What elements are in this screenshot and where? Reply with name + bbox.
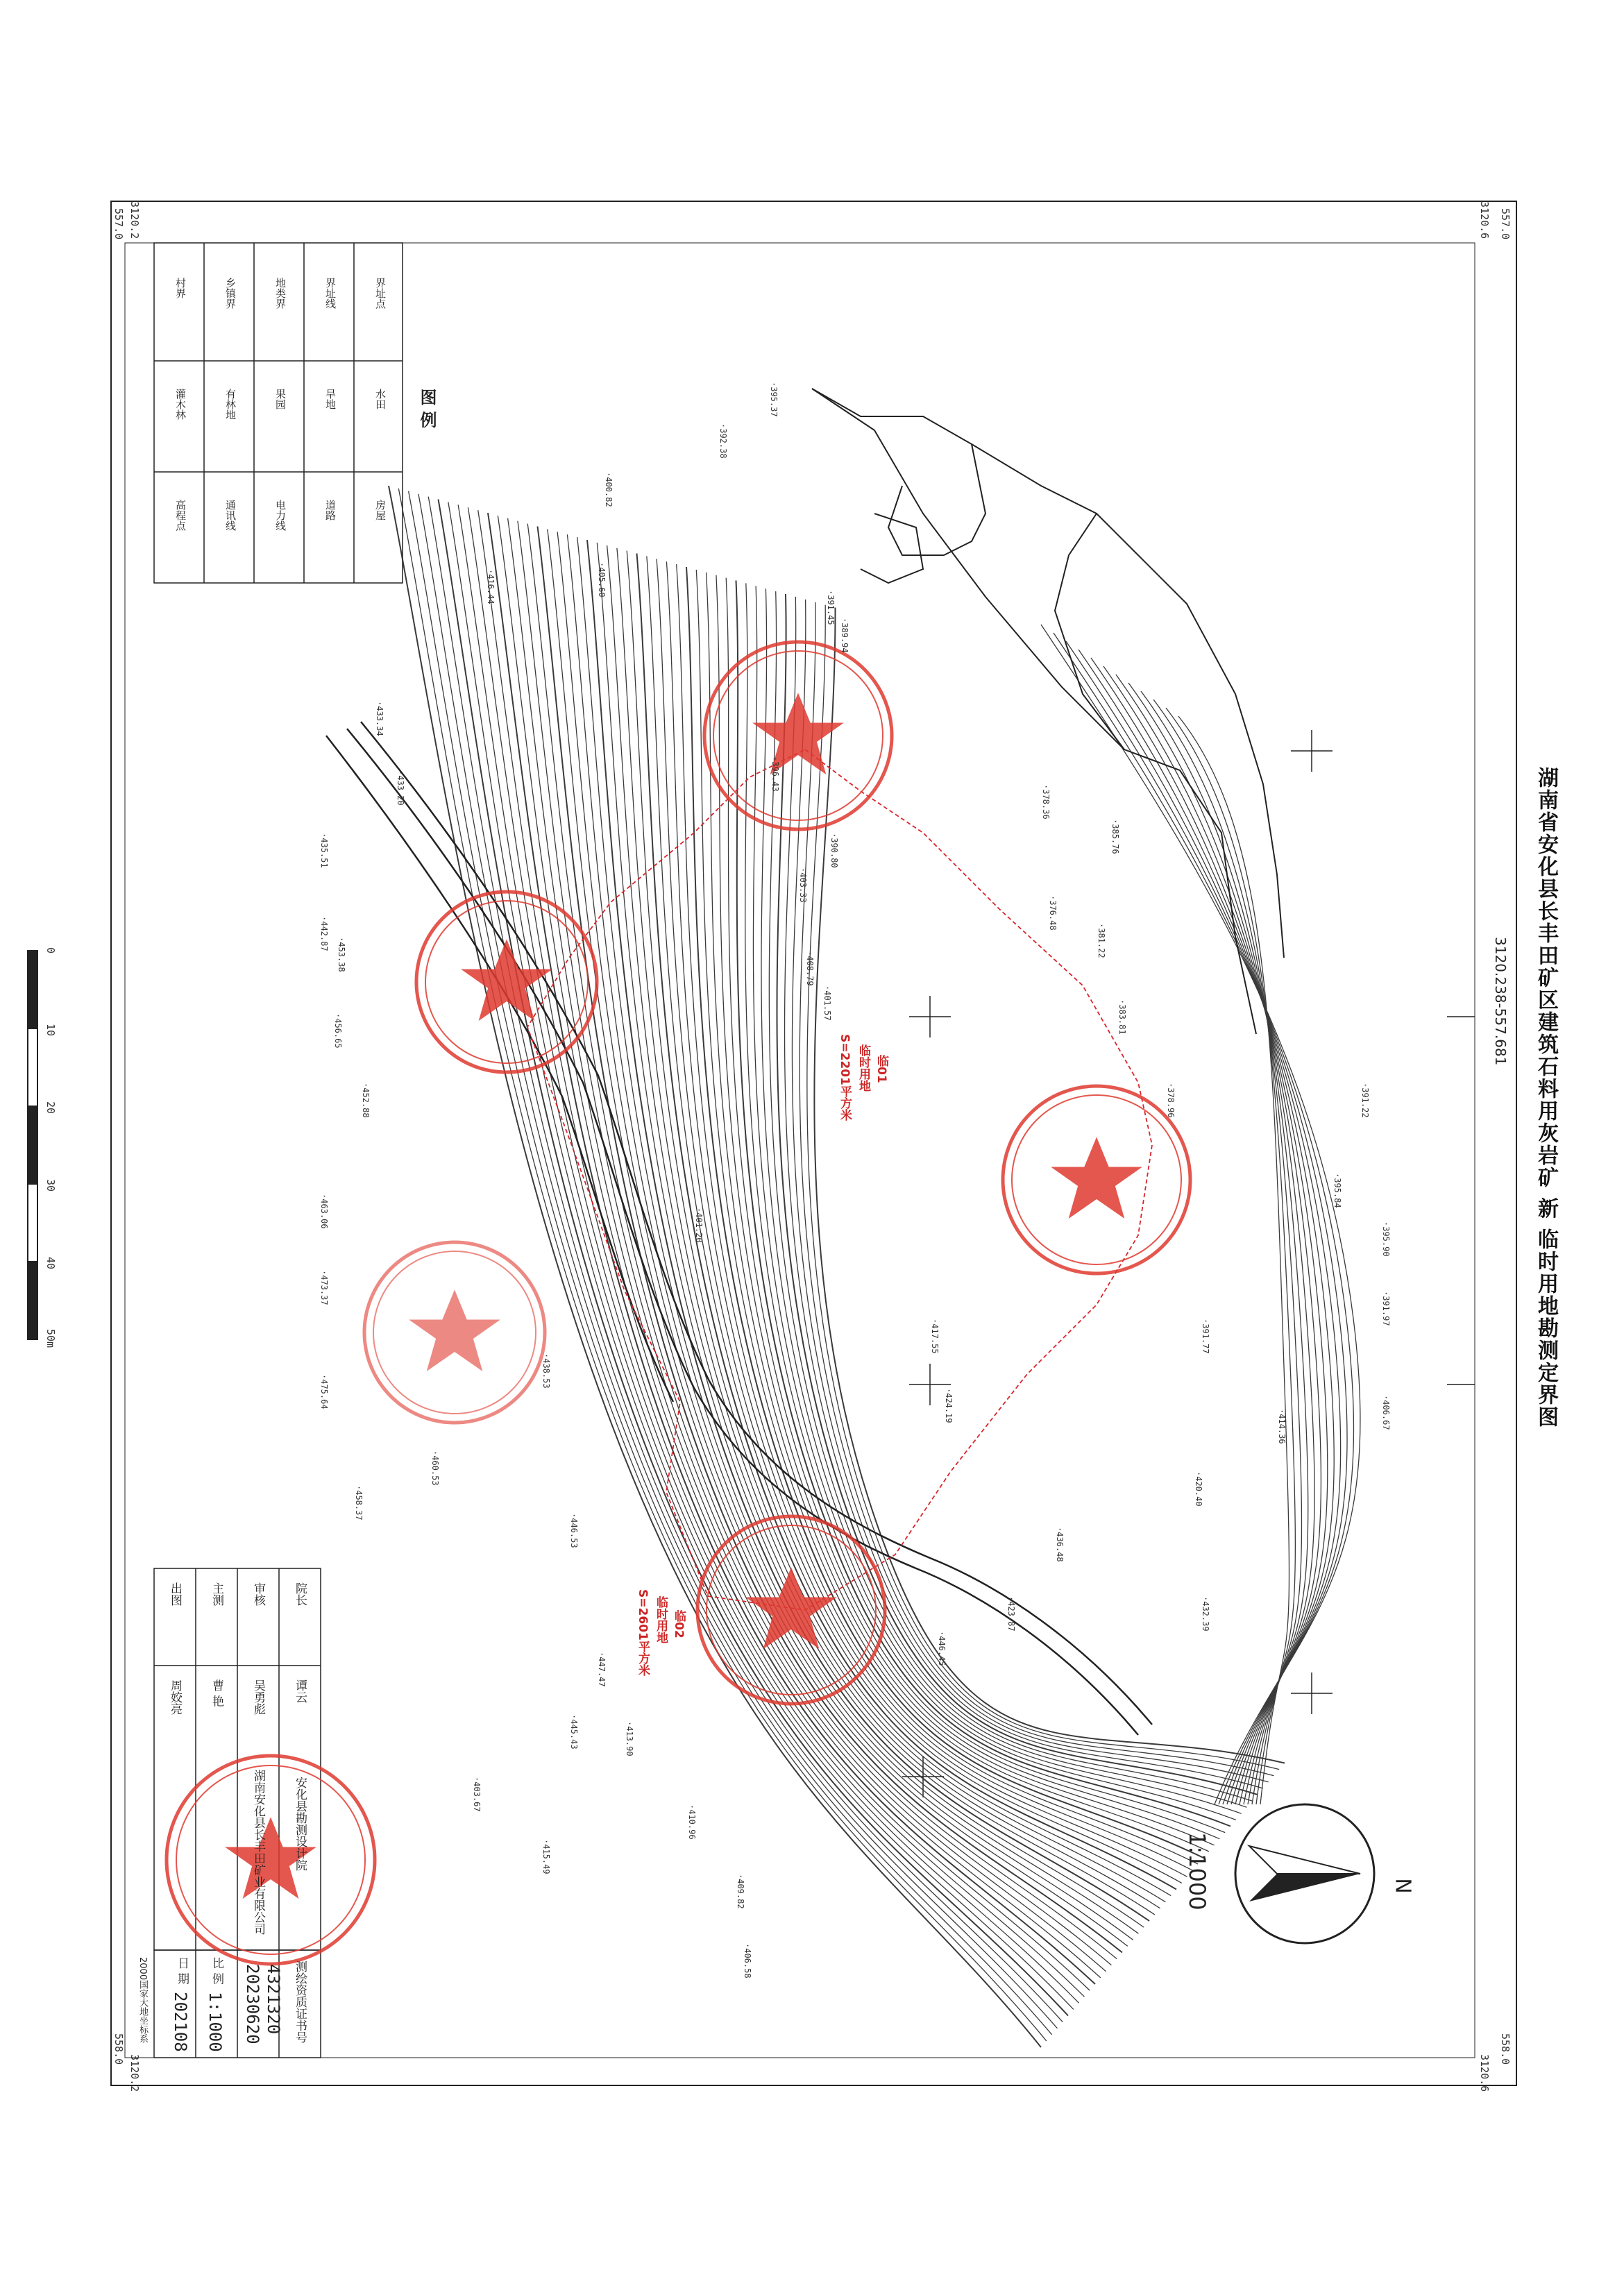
contour-line	[567, 534, 1138, 1933]
parcel-name: 临时用地	[654, 1596, 668, 1643]
elevation-label: ·391.97	[1381, 1291, 1391, 1326]
frame-coord-bottom-left: 558.0	[112, 2033, 125, 2065]
elevation-label: ·403.67	[472, 1777, 482, 1812]
elevation-label: ·445.43	[569, 1714, 579, 1750]
parcel-id: 临01	[874, 1055, 888, 1083]
coordinate-system: 2000国家大地坐标系	[137, 1957, 148, 2044]
elevation-label: ·405.60	[597, 562, 607, 598]
scale-tick: 30	[44, 1179, 57, 1192]
elevation-label: ·453.38	[337, 937, 346, 972]
frame-coord-top-left-y: 3120.2	[128, 201, 141, 239]
elevation-label: ·452.88	[361, 1083, 371, 1118]
elevation-label: ·390.80	[829, 833, 839, 868]
contour-line	[587, 540, 1149, 1921]
elevation-label: ·463.06	[319, 1194, 329, 1229]
elevation-label: ·460.53	[430, 1450, 440, 1486]
frame-coord-bottom-right: 558.0	[1499, 2033, 1512, 2065]
scale-tick: 0	[44, 947, 57, 954]
scale-cell-value: 1:1000	[205, 1992, 225, 2052]
seal-stamp	[1003, 1086, 1190, 1273]
elevation-label: ·410.96	[687, 1804, 697, 1840]
elevation-label: ·435.51	[319, 833, 329, 868]
elevation-label: ·408.79	[805, 951, 815, 986]
scale-tick: 10	[44, 1024, 57, 1037]
survey-unit: 安化县勘测设计院	[293, 1777, 307, 1871]
elevation-label: ·446.53	[569, 1513, 579, 1548]
frame-coord-top-left: 557.0	[112, 208, 125, 240]
contour-line	[428, 497, 1063, 2022]
elevation-label: ·447.47	[597, 1652, 607, 1687]
contour-line	[647, 556, 1182, 1883]
tb-value: 吴勇彪	[251, 1679, 265, 1715]
coordinate-line: 3120.238-557.681	[1492, 937, 1509, 1066]
legend-item: 界址点	[374, 278, 387, 309]
elevation-label: ·432.39	[1201, 1596, 1210, 1632]
contour-line	[597, 543, 1155, 1915]
elevation-label: ·400.82	[604, 472, 614, 507]
elevation-label: ·436.48	[1055, 1527, 1065, 1562]
parcel-id: 临02	[672, 1610, 686, 1638]
tb-label: 出图	[168, 1582, 182, 1606]
legend-item: 房屋	[374, 500, 387, 520]
elevation-label: ·423.87	[1006, 1596, 1016, 1632]
elevation-label: ·401.20	[694, 1208, 704, 1243]
elevation-label: ·417.55	[930, 1319, 940, 1354]
elevation-label: ·395.90	[1381, 1221, 1391, 1257]
frame-coord-bottom-left-y: 3120.2	[128, 2054, 141, 2092]
elevation-label: ·389.94	[840, 618, 849, 653]
tb-value: 谭云	[293, 1679, 307, 1703]
north-label: N	[1390, 1878, 1415, 1894]
elevation-label: ·409.82	[736, 1874, 745, 1909]
elevation-label: ·392.38	[718, 423, 728, 459]
contour-line	[814, 608, 1285, 1763]
elevation-label: ·383.81	[1117, 999, 1127, 1035]
contour-line	[785, 597, 1263, 1788]
scale-tick: 40	[44, 1257, 57, 1270]
scale-bar	[28, 951, 37, 1339]
elevation-label: ·414.36	[1277, 1409, 1287, 1444]
seal-stamp	[704, 642, 892, 829]
elevation-label: ·403.33	[798, 867, 808, 903]
elevation-label: ·446.45	[937, 1631, 947, 1666]
legend-item: 通讯线	[224, 500, 237, 531]
contour-line	[777, 594, 1258, 1795]
elevation-label: ·395.84	[1333, 1173, 1342, 1208]
elevation-label: ·442.87	[319, 916, 329, 951]
tb-label: 审核	[251, 1582, 265, 1606]
seal-stamp	[364, 1242, 545, 1423]
parcel-name: 临时用地	[856, 1044, 870, 1092]
contour-line	[607, 545, 1160, 1908]
elevation-label: ·406.67	[1381, 1395, 1391, 1430]
contour-line	[1153, 700, 1301, 1804]
seal-stamp	[697, 1516, 885, 1704]
outer-frame	[111, 201, 1516, 2085]
field-boundaries	[812, 389, 1284, 1034]
contour-line	[792, 600, 1268, 1782]
tb-value: 周姣亮	[168, 1679, 182, 1715]
contour-lines	[389, 486, 1360, 2047]
elevation-label: ·413.90	[625, 1721, 634, 1756]
elevation-label: ·416.44	[486, 569, 496, 604]
north-arrow-icon	[1235, 1804, 1374, 1943]
legend-item: 果园	[274, 389, 287, 409]
parcel-area: S=2601平方米	[636, 1589, 650, 1676]
elevation-label: ·391.45	[826, 590, 836, 625]
seal-stamp	[167, 1756, 375, 1964]
legend-item: 道路	[324, 500, 337, 520]
contour-line	[557, 532, 1133, 1940]
scale-cell-label: 比 例	[210, 1957, 223, 1985]
legend-item: 地类界	[274, 278, 287, 309]
parcel-area: S=2201平方米	[838, 1034, 852, 1121]
tb-label: 院长	[293, 1582, 307, 1606]
elevation-label: ·385.76	[1110, 819, 1120, 854]
elevation-label: ·391.77	[1201, 1319, 1210, 1354]
date-a: 20230620	[243, 1964, 262, 2044]
date-label: 日 期	[175, 1957, 189, 1985]
elevation-label: ·433.34	[375, 701, 384, 736]
contour-line	[398, 489, 1047, 2041]
cert-label: 测绘资质证书号	[293, 1961, 307, 2043]
grid-crosses	[902, 730, 1475, 1797]
elevation-label: ·424.19	[944, 1388, 954, 1423]
elevation-label: ·415.49	[541, 1839, 551, 1874]
elevation-label: ·396.43	[770, 756, 780, 792]
legend-item: 水田	[374, 389, 387, 409]
owner-unit: 湖南安化县长丰田矿业有限公司	[251, 1770, 265, 1935]
elevation-label: ·381.22	[1097, 923, 1106, 958]
elevation-label: ·376.48	[1048, 895, 1058, 931]
frame-coord-top-right: 557.0	[1499, 208, 1512, 240]
legend-item: 界址线	[324, 278, 337, 309]
legend-item: 有林地	[224, 389, 237, 420]
elevation-label: ·473.37	[319, 1270, 329, 1305]
legend-item: 旱地	[324, 389, 337, 409]
frame-coord-top-right-y: 3120.6	[1478, 201, 1491, 239]
legend-heading: 图 例	[417, 389, 437, 428]
temporary-land-boundary	[527, 750, 1152, 1610]
elevation-label: ·378.96	[1166, 1083, 1176, 1118]
legend-item: 乡镇界	[224, 278, 237, 309]
legend-item: 灌木林	[174, 389, 187, 420]
contour-line	[577, 537, 1144, 1927]
elevation-label: ·475.64	[319, 1374, 329, 1409]
tb-value: 曹 艳	[210, 1679, 223, 1707]
scale-label: 1:1000	[1184, 1832, 1210, 1911]
map-title: 湖南省安化县长丰田矿区建筑石料用灰岩矿 新 临时用地勘测定界图	[1534, 767, 1558, 1428]
cert-number: 4321320	[264, 1964, 283, 2035]
elevation-label: ·401.57	[822, 985, 832, 1021]
contour-line	[807, 605, 1279, 1770]
elevation-label: ·395.37	[769, 382, 779, 417]
elevation-label: ·420.40	[1194, 1471, 1203, 1507]
elevation-label: ·433.20	[396, 770, 405, 806]
date-value: 202108	[171, 1992, 190, 2052]
elevation-label: ·438.53	[541, 1353, 551, 1389]
elevation-label: ·391.22	[1360, 1083, 1370, 1118]
elevation-label: ·456.65	[333, 1013, 343, 1049]
legend-item: 村界	[174, 278, 187, 298]
tb-label: 主测	[210, 1582, 223, 1606]
frame-coord-bottom-right-y: 3120.6	[1478, 2054, 1491, 2092]
legend-item: 电力线	[274, 500, 287, 531]
elevation-label: ·378.36	[1041, 784, 1051, 820]
elevation-label: ·406.58	[743, 1943, 752, 1979]
scale-tick: 50m	[44, 1329, 57, 1348]
contour-line	[657, 559, 1187, 1877]
elevation-label: ·458.37	[354, 1485, 364, 1521]
scale-tick: 20	[44, 1101, 57, 1115]
legend-item: 高程点	[174, 500, 187, 531]
